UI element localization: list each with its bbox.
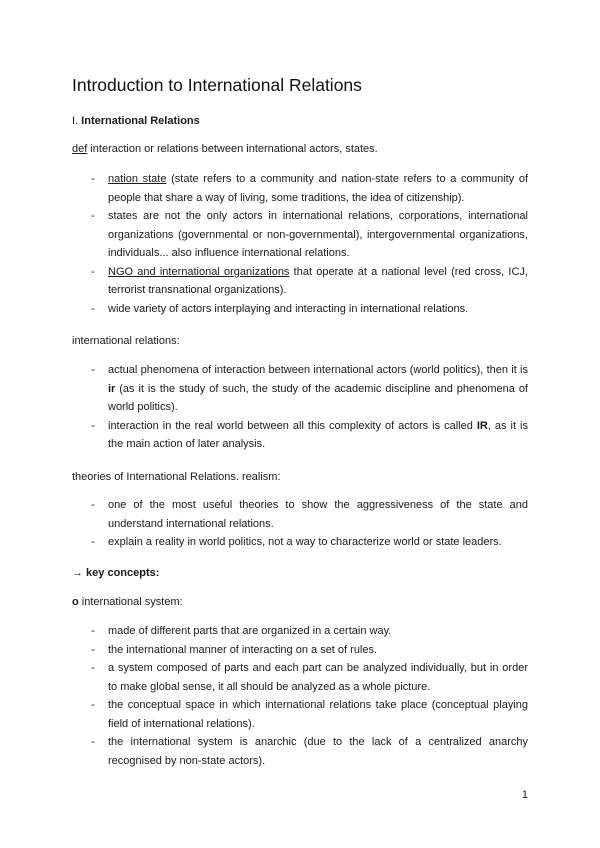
list-item-bold: IR — [476, 419, 488, 432]
definition-list — [72, 170, 528, 318]
theories-label: theories of International Relations. realism: — [72, 471, 281, 483]
list-item: - a system composed of parts and each part can be analyzed individually, but in order to make global sense, it all should be analyzed as a whole picture. — [72, 659, 528, 696]
key-concepts-heading — [72, 564, 159, 583]
list-item — [72, 361, 528, 417]
ir-list — [72, 361, 528, 454]
circle-bullet: o — [72, 596, 79, 608]
section-heading — [72, 112, 200, 131]
list-item-text: that operate at a national level (red cross, ICJ, terrorist transnational organizations). — [108, 265, 528, 296]
list-item — [72, 300, 528, 319]
section-prefix: I. — [72, 115, 82, 127]
document-title: Introduction to International Relations — [72, 75, 362, 95]
list-item: - the international system is anarchic (due to the lack of a centralized anarchy recognised by non-state actors). — [72, 733, 528, 770]
def-label: def — [72, 143, 88, 155]
page-number: 1 — [521, 789, 528, 801]
list-item — [72, 170, 528, 207]
definition-line — [72, 140, 378, 159]
list-item-text: wide variety of actors interplaying and interacting in international relations. — [108, 302, 469, 315]
list-item-underlined: NGO and international organizations — [108, 265, 290, 278]
international-system-heading — [72, 593, 183, 612]
list-item: - made of different parts that are organized in a certain way. — [72, 622, 528, 641]
key-concepts-text: → key concepts: — [72, 567, 160, 579]
list-item-underlined: nation state — [108, 173, 167, 185]
ir-label: international relations: — [72, 335, 180, 347]
def-text: interaction or relations between international actors, states. — [87, 143, 378, 155]
list-item-text: , as it is the main action of later analysis. — [108, 419, 528, 450]
list-item: - the international manner of interacting on a set of rules. — [72, 641, 528, 660]
realism-list — [72, 496, 528, 552]
list-item: - one of the most useful theories to show the aggressiveness of the state and understand international relations. — [72, 496, 528, 533]
section-heading-text: International Relations — [81, 115, 200, 127]
list-item-bold: ir — [108, 382, 116, 395]
list-item-text: actual phenomena of interaction between international actors (world politics), then it is — [108, 364, 528, 376]
international-system-list — [72, 622, 528, 770]
list-item-text: (as it is the study of such, the study of the academic discipline and phenomena of world politics). — [108, 382, 528, 413]
list-item-text: interaction in the real world between all this complexity of actors is called — [108, 419, 477, 432]
list-item-text: (state refers to a community and nation-state refers to a community of people that share a way of living, some traditions, the idea of citizenship). — [108, 173, 529, 204]
list-item: - the conceptual space in which international relations take place (conceptual playing field of international relations). — [72, 696, 528, 733]
list-item — [72, 207, 528, 263]
list-item-text: states are not the only actors in international relations, corporations, international organizations (governmental or non-governmental), intergovernmental organizations, individuals... also influence international relations. — [108, 210, 528, 259]
list-item — [72, 263, 528, 300]
list-item: - explain a reality in world politics, not a way to characterize world or state leaders. — [72, 533, 528, 552]
list-item — [72, 417, 528, 454]
international-system-text: international system: — [78, 596, 183, 608]
